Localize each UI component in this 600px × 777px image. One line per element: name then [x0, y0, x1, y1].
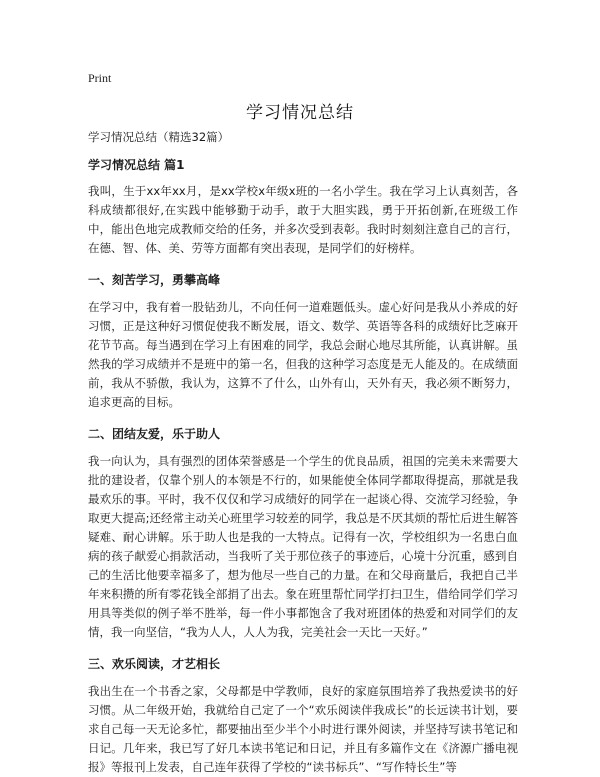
section-paragraph-3: 我出生在一个书香之家，父母都是中学教师，良好的家庭氛围培养了我热爱读书的好习惯。从二年级开始，我就给自己定了一个“欢乐阅读伴我成长”的长远读书计划，要求自己每一天无论多忙，都要抽出至少半个小时进行课外阅读，并坚持写读书笔记和日记。几年来，我已写了好几本读书笔记和日记，并且有多篇作文在《济源广播电视报》等报刊上发表，自己连年获得了学校的“读书标兵”、“写作特长生”等: [88, 684, 518, 774]
section-paragraph-1: 在学习中，我有着一股钻劲儿，不向任何一道难题低头。虚心好问是我从小养成的好习惯，正是这种好习惯促使我不断发展，语文、数学、英语等各科的成绩好比芝麻开花节节高。每当遇到在学习上有困难的同学，我总会耐心地尽其所能，认真讲解。虽然我的学习成绩并不是班中的第一名，但我的这种学习态度是无人能及的。在成绩面前，我从不骄傲，我认为，这算不了什么，山外有山，天外有天，我必须不断努力，追求更高的目标。: [88, 300, 518, 409]
section-heading-2: 二、团结友爱，乐于助人: [88, 427, 221, 441]
section-paragraph-2: 我一向认为，具有强烈的团体荣誉感是一个学生的优良品质，祖国的完美未来需要大批的建设者，仅靠个别人的本领是不行的，如果能使全体同学都取得提高，那就是我最欢乐的事。平时，我不仅仅和学习成绩好的同学在一起谈心得、交流学习经验，争取更大提高;还经常主动关心班里学习较差的同学，我总是不厌其烦的帮忙后进生解答疑难、耐心讲解。乐于助人也是我的一大特点。记得有一次，学校组织为一名患白血病的孩子献爱心捐款活动，当我听了关于那位孩子的事迹后，心境十分沉重，感到自己的生活比他要幸福多了，想为他尽一些自己的力量。在和父母商量后，我把自己半年来积攒的所有零花钱全部捐了出去。象在班里帮忙同学打扫卫生，借给同学们学习用具等类似的例子举不胜举，每一件小事都饱含了我对班团体的热爱和对同学们的友情，我一向坚信，“我为人人，人人为我，完美社会一天比一天好。”: [88, 454, 518, 639]
intro-paragraph: 我叫，生于xx年xx月，是xx学校x年级x班的一名小学生。我在学习上认真刻苦，各科成绩都很好,在实践中能够勤于动手，敢于大胆实践，勇于开拓创新,在班级工作中，能出色地完成教师交给的任务，并多次受到表彰。我时时刻刻注意自己的言行，在德、智、体、美、劳等方面都有突出表现，是同学们的好榜样。: [88, 184, 518, 255]
section-heading-1: 一、刻苦学习，勇攀高峰: [88, 273, 221, 287]
print-link[interactable]: Print: [88, 71, 112, 85]
document-body: [88, 128, 518, 777]
article-heading: 学习情况总结 篇1: [88, 158, 185, 172]
document-subtitle: 学习情况总结（精选32篇）: [88, 130, 230, 144]
section-heading-3: 三、欢乐阅读，才艺相长: [88, 657, 221, 671]
page-title: 学习情况总结: [246, 103, 354, 123]
